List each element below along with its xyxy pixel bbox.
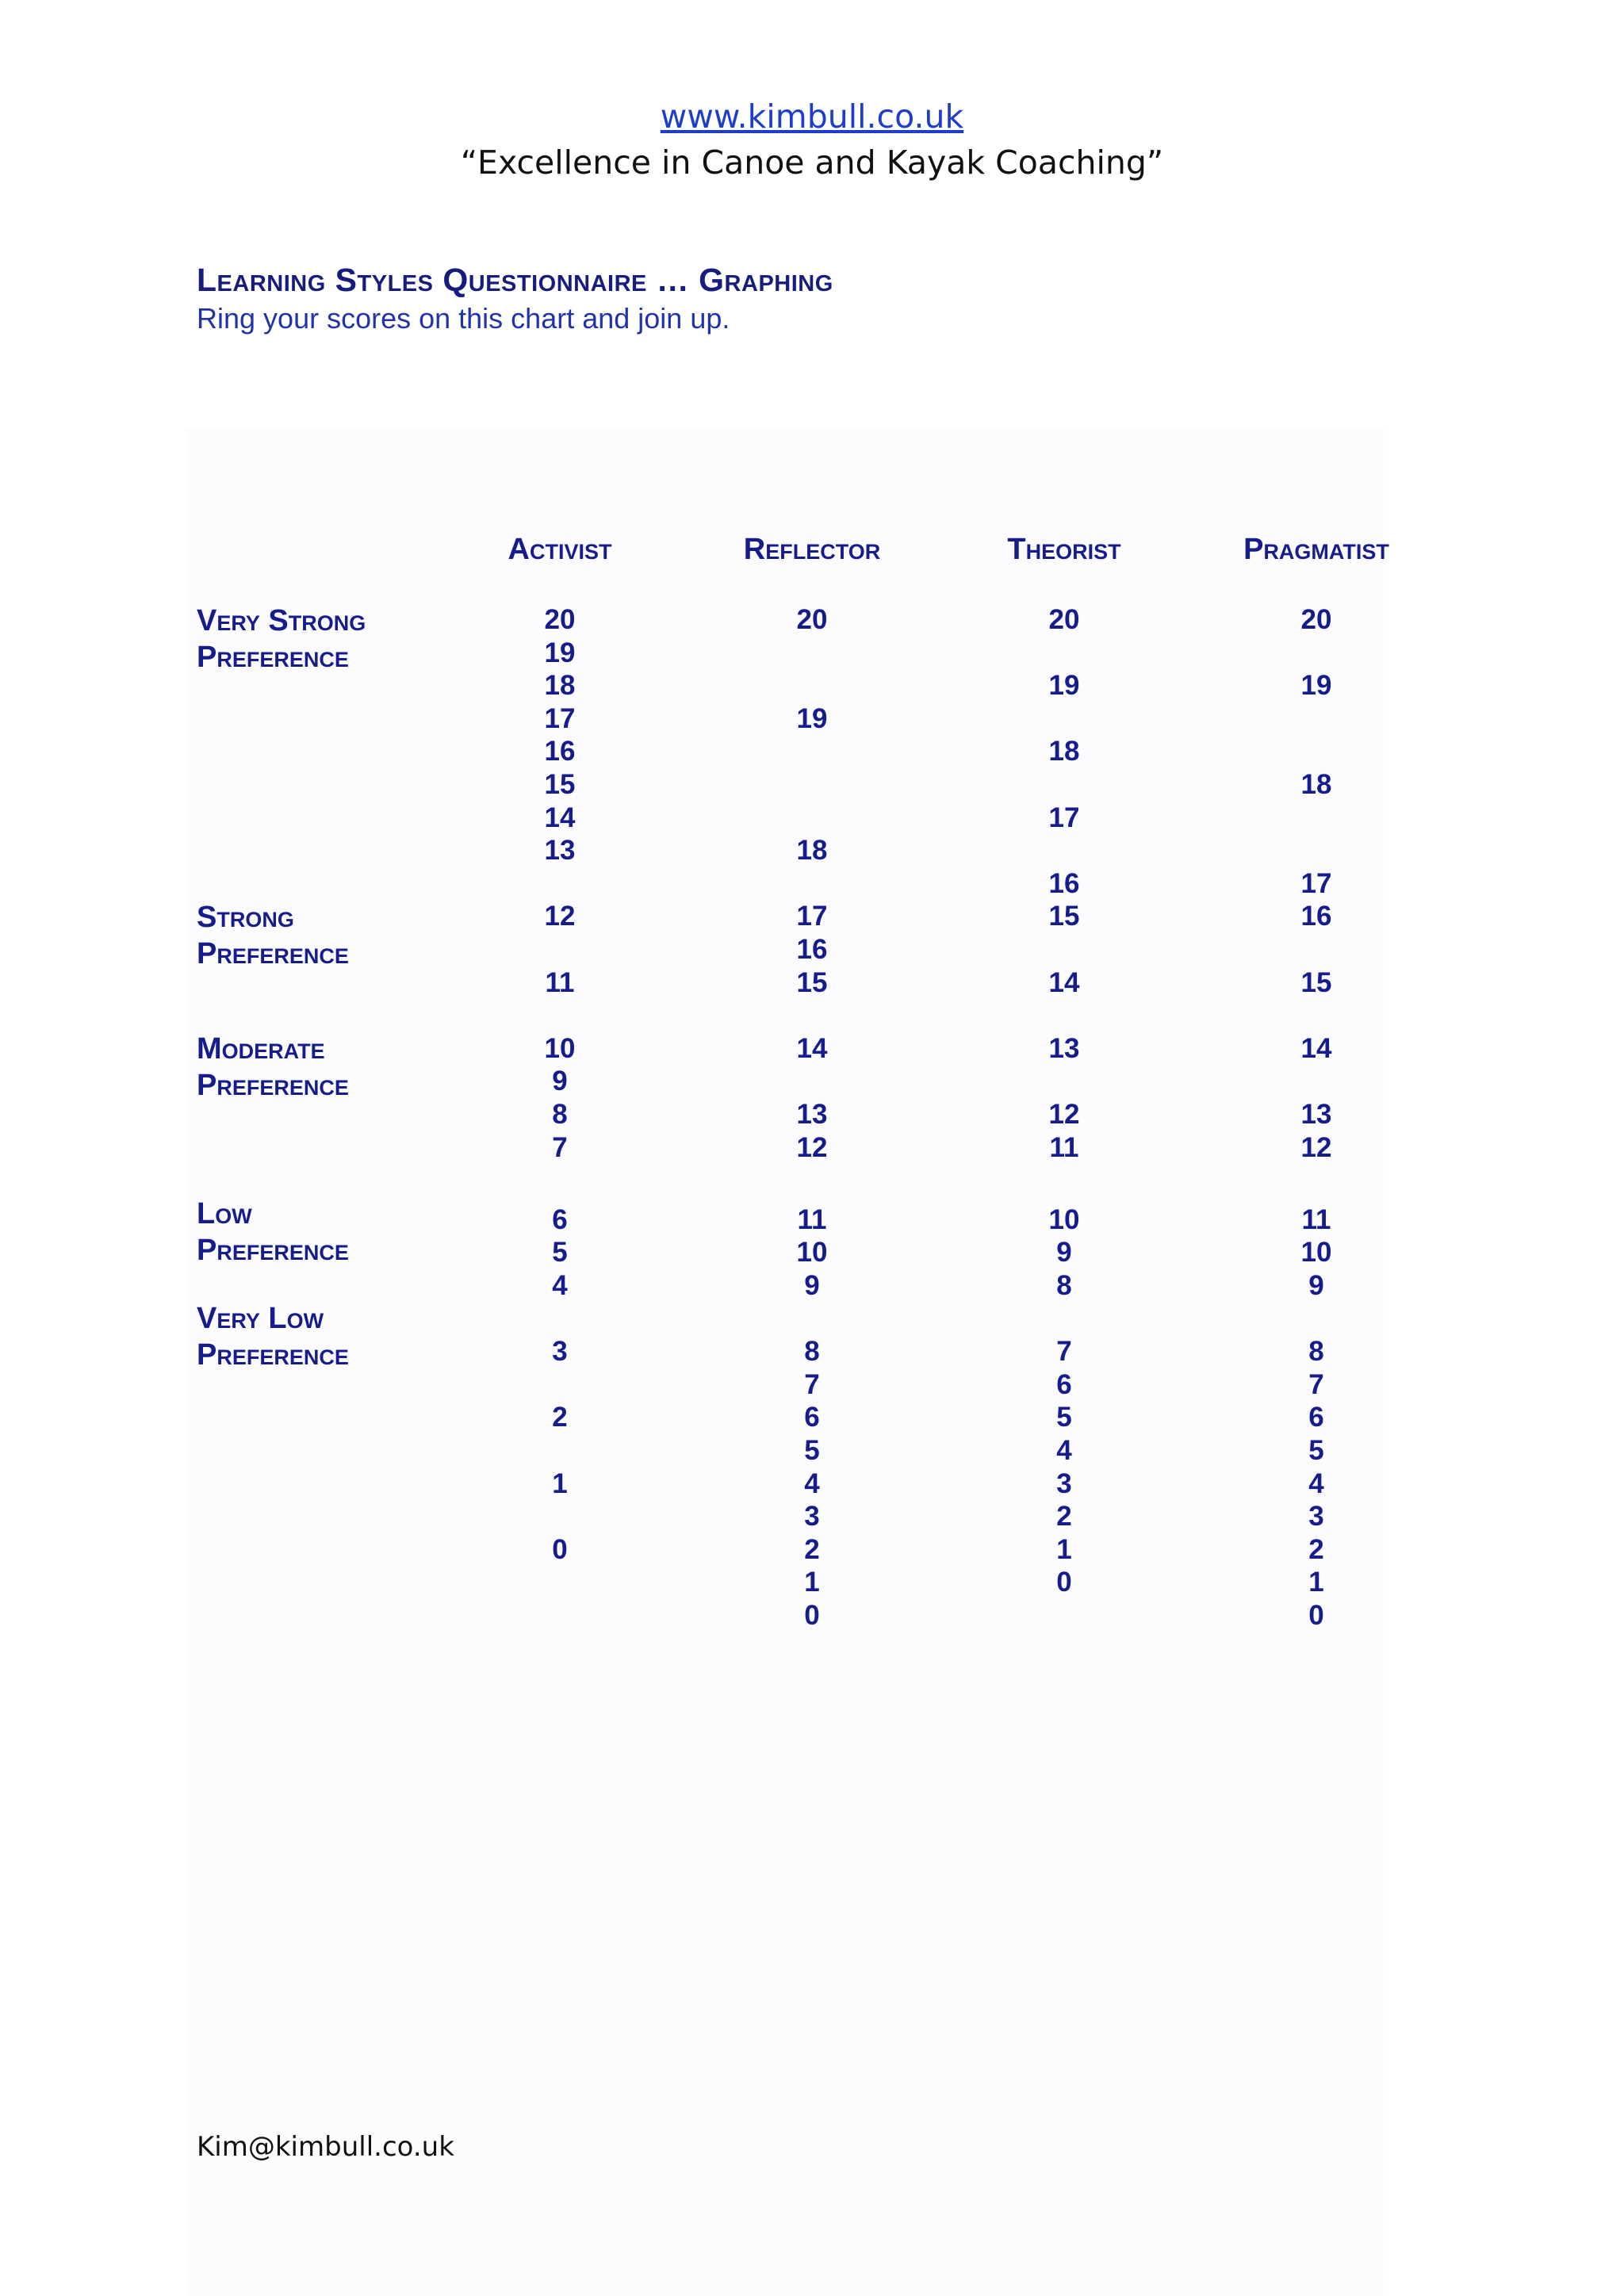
score-reflector-18[interactable]: 18 <box>796 835 828 867</box>
band-label-line2: Preference <box>197 1069 349 1102</box>
score-pragmatist-9[interactable]: 9 <box>1308 1270 1324 1301</box>
score-pragmatist-3[interactable]: 3 <box>1308 1501 1324 1533</box>
score-pragmatist-4[interactable]: 4 <box>1308 1468 1324 1499</box>
score-theorist-9[interactable]: 9 <box>1056 1237 1072 1269</box>
band-very-strong <box>197 603 366 675</box>
column-header-reflector: Reflector <box>743 533 881 566</box>
score-activist-13[interactable]: 13 <box>544 835 576 867</box>
score-reflector-4[interactable]: 4 <box>804 1468 820 1499</box>
score-theorist-0[interactable]: 0 <box>1056 1567 1072 1598</box>
score-reflector-16[interactable]: 16 <box>796 934 828 965</box>
score-activist-8[interactable]: 8 <box>552 1099 568 1130</box>
band-label-line1: Low <box>197 1197 252 1230</box>
score-theorist-2[interactable]: 2 <box>1056 1501 1072 1533</box>
score-theorist-16[interactable]: 16 <box>1048 867 1080 899</box>
score-activist-20[interactable]: 20 <box>544 604 576 635</box>
column-header-theorist: Theorist <box>1007 533 1121 566</box>
band-strong <box>197 899 349 972</box>
score-activist-2[interactable]: 2 <box>552 1402 568 1433</box>
score-pragmatist-15[interactable]: 15 <box>1300 966 1332 998</box>
score-reflector-0[interactable]: 0 <box>804 1600 820 1631</box>
score-activist-7[interactable]: 7 <box>552 1131 568 1163</box>
score-reflector-2[interactable]: 2 <box>804 1533 820 1565</box>
score-reflector-10[interactable]: 10 <box>796 1237 828 1269</box>
score-activist-11[interactable]: 11 <box>545 966 575 998</box>
score-reflector-3[interactable]: 3 <box>804 1501 820 1533</box>
score-theorist-4[interactable]: 4 <box>1056 1435 1072 1466</box>
score-activist-10[interactable]: 10 <box>544 1032 576 1064</box>
score-activist-12[interactable]: 12 <box>544 901 576 932</box>
score-reflector-11[interactable]: 11 <box>797 1203 827 1235</box>
score-activist-15[interactable]: 15 <box>544 769 576 800</box>
score-reflector-5[interactable]: 5 <box>804 1435 820 1466</box>
score-theorist-6[interactable]: 6 <box>1056 1368 1072 1400</box>
band-label-line1: Strong <box>197 901 294 934</box>
document-subtitle: Ring your scores on this chart and join up. <box>197 302 730 335</box>
score-pragmatist-17[interactable]: 17 <box>1300 867 1332 899</box>
score-pragmatist-16[interactable]: 16 <box>1300 901 1332 932</box>
score-activist-18[interactable]: 18 <box>544 670 576 702</box>
band-moderate <box>197 1031 349 1104</box>
score-theorist-11[interactable]: 11 <box>1049 1131 1079 1163</box>
score-pragmatist-0[interactable]: 0 <box>1308 1600 1324 1631</box>
score-theorist-3[interactable]: 3 <box>1056 1468 1072 1499</box>
column-header-pragmatist: Pragmatist <box>1243 533 1389 566</box>
score-theorist-5[interactable]: 5 <box>1056 1402 1072 1433</box>
score-theorist-20[interactable]: 20 <box>1048 604 1080 635</box>
score-pragmatist-18[interactable]: 18 <box>1300 769 1332 800</box>
score-theorist-15[interactable]: 15 <box>1048 901 1080 932</box>
score-activist-6[interactable]: 6 <box>552 1203 568 1235</box>
score-reflector-13[interactable]: 13 <box>796 1099 828 1130</box>
score-pragmatist-1[interactable]: 1 <box>1308 1567 1324 1598</box>
column-header-activist: Activist <box>508 533 612 566</box>
score-activist-9[interactable]: 9 <box>552 1066 568 1097</box>
score-theorist-17[interactable]: 17 <box>1048 802 1080 833</box>
score-reflector-14[interactable]: 14 <box>796 1032 828 1064</box>
score-theorist-12[interactable]: 12 <box>1048 1099 1080 1130</box>
score-activist-17[interactable]: 17 <box>544 702 576 734</box>
band-label-line2: Preference <box>197 641 349 674</box>
score-reflector-17[interactable]: 17 <box>796 901 828 932</box>
score-pragmatist-8[interactable]: 8 <box>1308 1336 1324 1368</box>
score-theorist-1[interactable]: 1 <box>1056 1533 1072 1565</box>
score-theorist-13[interactable]: 13 <box>1048 1032 1080 1064</box>
score-activist-16[interactable]: 16 <box>544 736 576 767</box>
score-pragmatist-6[interactable]: 6 <box>1308 1402 1324 1433</box>
tagline: “Excellence in Canoe and Kayak Coaching” <box>460 144 1164 182</box>
score-theorist-18[interactable]: 18 <box>1048 736 1080 767</box>
band-very-low <box>197 1300 349 1373</box>
score-theorist-8[interactable]: 8 <box>1056 1270 1072 1301</box>
score-reflector-12[interactable]: 12 <box>796 1131 828 1163</box>
score-pragmatist-13[interactable]: 13 <box>1300 1099 1332 1130</box>
score-reflector-6[interactable]: 6 <box>804 1402 820 1433</box>
band-label-line2: Preference <box>197 937 349 970</box>
band-label-line1: Very Low <box>197 1302 324 1335</box>
score-reflector-8[interactable]: 8 <box>804 1336 820 1368</box>
score-pragmatist-7[interactable]: 7 <box>1308 1368 1324 1400</box>
band-low <box>197 1196 349 1269</box>
document-title: Learning Styles Questionnaire … Graphing <box>197 262 833 298</box>
score-activist-14[interactable]: 14 <box>544 802 576 833</box>
score-activist-5[interactable]: 5 <box>552 1237 568 1269</box>
score-theorist-19[interactable]: 19 <box>1048 670 1080 702</box>
score-reflector-20[interactable]: 20 <box>796 604 828 635</box>
score-activist-3[interactable]: 3 <box>552 1336 568 1368</box>
score-reflector-15[interactable]: 15 <box>796 966 828 998</box>
score-pragmatist-20[interactable]: 20 <box>1300 604 1332 635</box>
score-reflector-7[interactable]: 7 <box>804 1368 820 1400</box>
score-pragmatist-10[interactable]: 10 <box>1300 1237 1332 1269</box>
score-reflector-1[interactable]: 1 <box>804 1567 820 1598</box>
score-activist-19[interactable]: 19 <box>544 637 576 668</box>
score-theorist-10[interactable]: 10 <box>1048 1203 1080 1235</box>
score-activist-1[interactable]: 1 <box>552 1468 568 1499</box>
score-pragmatist-14[interactable]: 14 <box>1300 1032 1332 1064</box>
score-pragmatist-12[interactable]: 12 <box>1300 1131 1332 1163</box>
band-label-line1: Moderate <box>197 1032 325 1066</box>
score-activist-0[interactable]: 0 <box>552 1533 568 1565</box>
website-link[interactable]: www.kimbull.co.uk <box>660 98 964 136</box>
band-label-line1: Very Strong <box>197 604 366 637</box>
score-theorist-14[interactable]: 14 <box>1048 966 1080 998</box>
score-reflector-9[interactable]: 9 <box>804 1270 820 1301</box>
score-theorist-7[interactable]: 7 <box>1056 1336 1072 1368</box>
band-label-line2: Preference <box>197 1234 349 1267</box>
score-pragmatist-19[interactable]: 19 <box>1300 670 1332 702</box>
score-pragmatist-2[interactable]: 2 <box>1308 1533 1324 1565</box>
score-pragmatist-5[interactable]: 5 <box>1308 1435 1324 1466</box>
band-label-line2: Preference <box>197 1338 349 1372</box>
score-reflector-19[interactable]: 19 <box>796 702 828 734</box>
footer-email: Kim@kimbull.co.uk <box>197 2131 454 2163</box>
score-pragmatist-11[interactable]: 11 <box>1301 1203 1331 1235</box>
score-activist-4[interactable]: 4 <box>552 1270 568 1301</box>
